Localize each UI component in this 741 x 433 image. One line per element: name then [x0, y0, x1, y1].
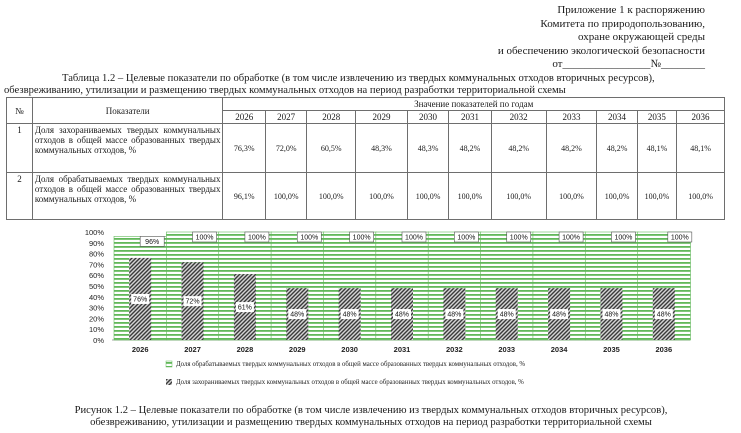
- y-tick-label: 60%: [88, 271, 104, 281]
- document-header: [375, 4, 705, 72]
- data-label-landfilled: 48%: [552, 311, 567, 319]
- value-cell: 76,3%: [223, 124, 265, 173]
- year-cell: 2033: [546, 111, 597, 124]
- x-tick-label: 2030: [341, 345, 358, 354]
- year-cell: 2031: [449, 111, 491, 124]
- data-label-landfilled: 48%: [290, 311, 305, 319]
- value-cell: 48,2%: [449, 124, 491, 173]
- data-label-processed: 100%: [247, 234, 266, 242]
- year-cell: 2035: [637, 111, 676, 124]
- header-line: и обеспечению экологической безопасности: [497, 44, 705, 57]
- value-cell: 48,2%: [597, 124, 637, 173]
- x-tick-label: 2026: [131, 345, 149, 354]
- value-cell: 60,5%: [307, 124, 356, 173]
- year-cell: 2027: [265, 111, 306, 124]
- header-line: от________________№________: [552, 58, 705, 71]
- x-tick-label: 2034: [550, 345, 568, 354]
- x-tick-label: 2035: [603, 345, 620, 354]
- data-label-landfilled: 76%: [133, 296, 148, 304]
- y-tick-label: 40%: [88, 292, 104, 302]
- value-cell: 100,0%: [265, 173, 306, 220]
- x-tick-label: 2027: [184, 345, 201, 354]
- row-indicator: Доля захораниваемых твердых коммунальных отходов в общей массе образованных твердых коммунальных отходов, %: [32, 124, 223, 173]
- header-values: Значение показателей по годам: [223, 98, 725, 111]
- y-tick-label: 90%: [88, 238, 104, 248]
- value-cell: 100,0%: [597, 173, 637, 220]
- data-label-processed: 100%: [352, 234, 371, 242]
- data-label-processed: 100%: [457, 234, 476, 242]
- value-cell: 100,0%: [407, 173, 448, 220]
- y-tick-label: 0%: [93, 336, 104, 345]
- value-cell: 48,1%: [677, 124, 725, 173]
- indicator-table: [6, 97, 725, 220]
- year-cell: 2036: [677, 111, 725, 124]
- data-label-processed: 100%: [562, 234, 581, 242]
- x-tick-label: 2029: [288, 345, 306, 354]
- value-cell: 100,0%: [449, 173, 491, 220]
- value-cell: 100,0%: [677, 173, 725, 220]
- value-cell: 96,1%: [223, 173, 265, 220]
- header-num: №: [7, 98, 33, 124]
- y-tick-label: 50%: [88, 282, 104, 291]
- year-cell: 2032: [491, 111, 546, 124]
- row-indicator: Доля обрабатываемых твердых коммунальных отходов в общей массе образованных твердых коммунальных отходов, %: [32, 173, 223, 220]
- value-cell: 48,3%: [356, 124, 408, 173]
- header-indicator: Показатели: [32, 98, 223, 124]
- table-row: [7, 124, 725, 173]
- legend-swatch: [166, 361, 172, 367]
- data-label-processed: 100%: [670, 234, 689, 242]
- year-cell: 2030: [407, 111, 448, 124]
- table-caption-line: Таблица 1.2 – Целевые показатели по обработке (в том числе извлечению из твердых коммунальных отходов вторичных ресурсов),: [62, 73, 655, 84]
- value-cell: 100,0%: [307, 173, 356, 220]
- data-label-processed: 100%: [300, 234, 319, 242]
- data-label-landfilled: 48%: [499, 311, 514, 319]
- value-cell: 48,2%: [546, 124, 597, 173]
- year-cell: 2026: [223, 111, 265, 124]
- data-label-landfilled: 61%: [237, 304, 252, 312]
- data-label-processed: 100%: [509, 234, 528, 242]
- legend-label: Доля обрабатываемых твердых коммунальных отходов в общей массе образованных твердых коммунальных отходов, %: [176, 361, 526, 368]
- data-label-processed: 100%: [405, 234, 423, 242]
- data-label-landfilled: 48%: [604, 311, 619, 319]
- x-tick-label: 2028: [236, 345, 254, 354]
- value-cell: 100,0%: [491, 173, 546, 220]
- row-number: 2: [7, 173, 33, 220]
- data-label-landfilled: 72%: [185, 298, 200, 306]
- legend-swatch: [166, 379, 172, 385]
- value-cell: 100,0%: [356, 173, 408, 220]
- data-label-processed: 100%: [614, 234, 633, 242]
- x-tick-label: 2032: [446, 345, 463, 354]
- y-tick-label: 30%: [88, 303, 104, 313]
- value-cell: 48,1%: [637, 124, 676, 173]
- table-row: [7, 173, 725, 220]
- table-header-row: [7, 98, 725, 111]
- value-cell: 72,0%: [265, 124, 306, 173]
- y-tick-label: 100%: [84, 228, 104, 237]
- x-tick-label: 2031: [393, 345, 411, 354]
- figure-caption: [26, 405, 716, 429]
- value-cell: 48,3%: [407, 124, 448, 173]
- table-caption: [4, 73, 722, 97]
- data-label-processed: 100%: [195, 234, 214, 242]
- header-line: охране окружающей среды: [578, 31, 705, 44]
- header-line: Приложение 1 к распоряжению: [557, 4, 705, 16]
- year-cell: 2034: [597, 111, 637, 124]
- x-tick-label: 2033: [498, 345, 516, 354]
- value-cell: 100,0%: [637, 173, 676, 220]
- value-cell: 100,0%: [546, 173, 597, 220]
- header-line: Комитета по природопользованию,: [540, 17, 705, 30]
- chart: [80, 222, 710, 408]
- y-tick-label: 10%: [88, 325, 104, 335]
- row-number: 1: [7, 124, 33, 173]
- chart-svg: [80, 222, 710, 408]
- figure-caption-line: обезвреживанию, утилизации и размещению твердых коммунальных отходов на период разработки территориальной схемы: [90, 417, 652, 428]
- table-caption-line: обезвреживанию, утилизации и размещению твердых коммунальных отходов на период разработки территориальной схемы: [4, 85, 566, 96]
- year-cell: 2029: [356, 111, 408, 124]
- y-tick-label: 80%: [88, 249, 104, 259]
- y-tick-label: 70%: [88, 260, 104, 270]
- figure-caption-line: Рисунок 1.2 – Целевые показатели по обработке (в том числе извлечению из твердых коммунальных отходов вторичных ресурсов),: [74, 405, 668, 416]
- value-cell: 48,2%: [491, 124, 546, 173]
- data-label-landfilled: 48%: [447, 311, 462, 319]
- data-label-landfilled: 48%: [342, 311, 357, 319]
- data-label-processed: 96%: [145, 238, 160, 246]
- legend-label: Доля захораниваемых твердых коммунальных отходов в общей массе образованных твердых коммунальных отходов, %: [176, 379, 524, 386]
- x-tick-label: 2036: [655, 345, 673, 354]
- y-tick-label: 20%: [88, 314, 104, 324]
- data-label-landfilled: 48%: [656, 311, 671, 319]
- data-label-landfilled: 48%: [394, 311, 410, 319]
- year-cell: 2028: [307, 111, 356, 124]
